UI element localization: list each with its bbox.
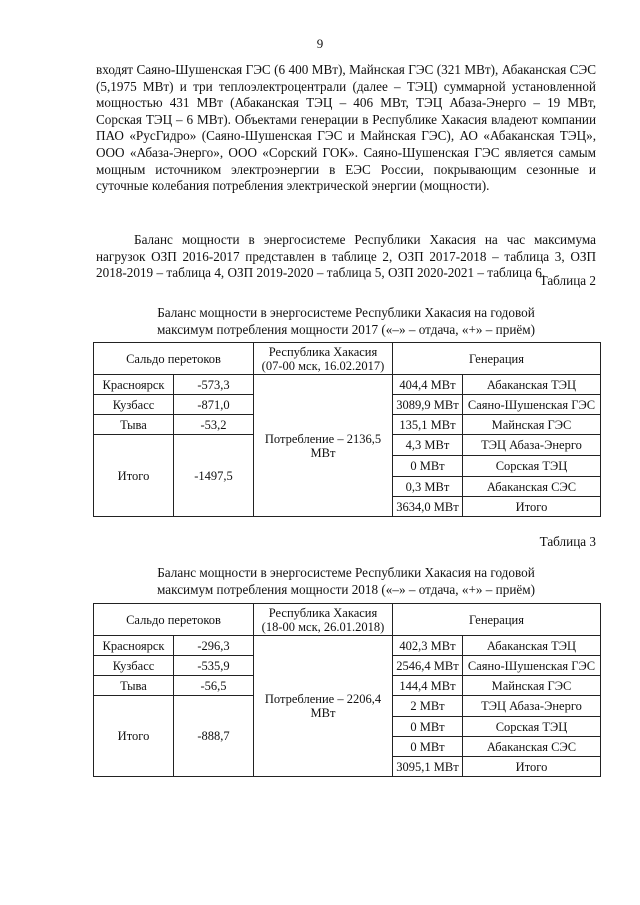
table3-header-generation: Генерация	[393, 604, 601, 636]
table-cell: 0,3 МВт	[393, 477, 463, 497]
table-cell: -573,3	[174, 375, 254, 395]
table-cell: 3095,1 МВт	[393, 757, 463, 777]
table-cell: Итого	[463, 757, 601, 777]
table2-power-balance	[93, 342, 601, 517]
table-cell: 2 МВт	[393, 696, 463, 717]
table2-caption	[96, 305, 596, 338]
table-cell: Саяно-Шушенская ГЭС	[463, 656, 601, 676]
table2-consumption-line2: МВт	[310, 445, 336, 460]
table-cell: Тыва	[94, 415, 174, 435]
table-cell: -1497,5	[174, 435, 254, 517]
table-cell: Итого	[463, 497, 601, 517]
table-cell: -56,5	[174, 676, 254, 696]
table-cell: -53,2	[174, 415, 254, 435]
table-cell: Кузбасс	[94, 656, 174, 676]
table-cell: Тыва	[94, 676, 174, 696]
page-number: 9	[316, 36, 324, 51]
table-cell: -888,7	[174, 696, 254, 777]
table-cell: Итого	[94, 435, 174, 517]
table-cell: ТЭЦ Абаза-Энерго	[463, 696, 601, 717]
table2-caption-line2: максимум потребления мощности 2017 («–» – отдача, «+» – приём)	[157, 321, 535, 337]
table-cell: ТЭЦ Абаза-Энерго	[463, 435, 601, 456]
table2-header-republic	[254, 343, 393, 375]
table2-header-republic-line2: (07-00 мск, 16.02.2017)	[261, 358, 385, 373]
table3-caption-line1: Баланс мощности в энергосистеме Республики Хакасия на годовой	[157, 565, 535, 580]
table3-consumption-line2: МВт	[310, 706, 336, 720]
table-cell: 0 МВт	[393, 717, 463, 737]
table-cell: Майнская ГЭС	[463, 676, 601, 696]
table3-power-balance	[93, 603, 601, 777]
paragraph-balance-intro: Баланс мощности в энергосистеме Республики Хакасия на час максимума нагрузок ОЗП 2016-2017 представлен в таблице 2, ОЗП 2017-2018 – таблица 3, ОЗП 2018-2019 – таблица 4, ОЗП 2019-2020 – таблица 5, ОЗП 2020-2021 – таблица 6.	[96, 232, 596, 281]
table-cell: Саяно-Шушенская ГЭС	[463, 395, 601, 415]
table-cell: 3089,9 МВт	[393, 395, 463, 415]
table-cell: 4,3 МВт	[393, 435, 463, 456]
table3-header-republic	[254, 604, 393, 636]
table3-label: Таблица 3	[539, 534, 596, 549]
table-cell: Кузбасс	[94, 395, 174, 415]
table3-header-saldo: Сальдо перетоков	[94, 604, 254, 636]
table-cell: 404,4 МВт	[393, 375, 463, 395]
table2-header-republic-line1: Республика Хакасия	[268, 344, 378, 359]
table-cell: 2546,4 МВт	[393, 656, 463, 676]
table3-consumption-line1: Потребление – 2206,4	[264, 692, 382, 706]
paragraph-generation-overview: входят Саяно-Шушенская ГЭС (6 400 МВт), Майнская ГЭС (321 МВт), Абаканская СЭС (5,1975 МВт) и три теплоэлектроцентрали (далее – ТЭЦ) суммарной установленной мощностью 431 МВт (Абаканская ТЭЦ – 406 МВт, ТЭЦ Абаза-Энерго – 19 МВт, Сорская ТЭЦ – 6 МВт). Объектами генерации в Республике Хакасия владеют компании ПАО «РусГидро» (Саяно-Шушенская ГЭС и Майнская ГЭС), АО «Абаканская ТЭЦ», ООО «Абаза-Энерго», ООО «Сорский ГОК». Саяно-Шушенская ГЭС является самым мощным источником электроэнергии в ЕЭС России, покрывающим сезонные и суточные колебания потребления электрической энергии (мощности).	[96, 62, 596, 194]
table3-header-republic-line1: Республика Хакасия	[268, 605, 378, 620]
table-cell: Абаканская ТЭЦ	[463, 636, 601, 656]
table2-caption-line1: Баланс мощности в энергосистеме Республики Хакасия на годовой	[157, 305, 535, 320]
table-cell: 0 МВт	[393, 456, 463, 477]
table-cell: Красноярск	[94, 636, 174, 656]
table2-header-saldo: Сальдо перетоков	[94, 343, 254, 375]
table3-consumption	[254, 636, 393, 777]
table-cell: -871,0	[174, 395, 254, 415]
table-cell: Сорская ТЭЦ	[463, 456, 601, 477]
table2-consumption-line1: Потребление – 2136,5	[264, 431, 382, 446]
table-cell: -296,3	[174, 636, 254, 656]
table-cell: Абаканская ТЭЦ	[463, 375, 601, 395]
table2-header-generation: Генерация	[393, 343, 601, 375]
table-cell: 144,4 МВт	[393, 676, 463, 696]
table3-header-republic-line2: (18-00 мск, 26.01.2018)	[261, 619, 385, 634]
table-cell: Майнская ГЭС	[463, 415, 601, 435]
table-cell: 402,3 МВт	[393, 636, 463, 656]
table-cell: -535,9	[174, 656, 254, 676]
table-cell: Абаканская СЭС	[463, 737, 601, 757]
table-cell: 0 МВт	[393, 737, 463, 757]
table-cell: 3634,0 МВт	[393, 497, 463, 517]
table2-label: Таблица 2	[539, 273, 596, 288]
table-cell: Абаканская СЭС	[463, 477, 601, 497]
table-cell: Итого	[94, 696, 174, 777]
table-cell: 135,1 МВт	[393, 415, 463, 435]
table2-consumption	[254, 375, 393, 517]
table-cell: Красноярск	[94, 375, 174, 395]
table3-caption	[96, 565, 596, 598]
table-cell: Сорская ТЭЦ	[463, 717, 601, 737]
table3-caption-line2: максимум потребления мощности 2018 («–» – отдача, «+» – приём)	[157, 581, 535, 597]
